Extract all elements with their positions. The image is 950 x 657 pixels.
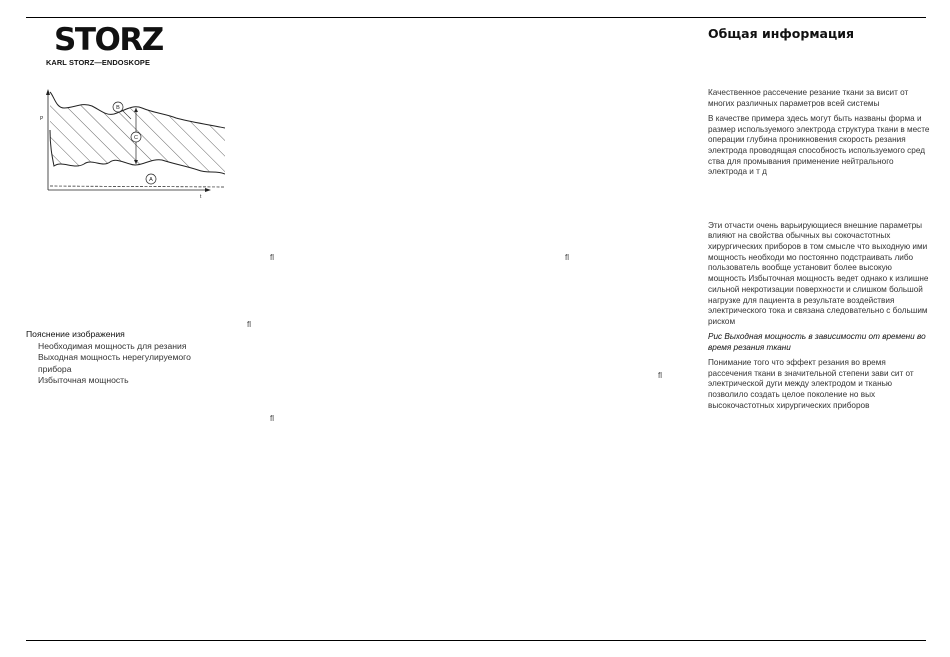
axis-x-label: t (200, 194, 202, 200)
section-title: Общая информация (708, 26, 855, 41)
paragraph: Понимание того что эффект резания во время рассечения ткани в значительной степени зави сит от электрической дуги между электродом и тканью позволило создать целое поколение но вых высокочастотных хирургических приборов (708, 358, 914, 410)
paragraph: Качественное рассечение резание ткани за висит от многих различных параметров всей системы (708, 88, 909, 108)
bottom-rule (26, 640, 926, 641)
x-axis-arrow-icon (205, 188, 211, 192)
stray-mark: ﬂ (270, 414, 274, 423)
paragraph: Эти отчасти очень варьирующиеся внешние параметры влияют на свойства обычных вы сокочастотных хирургических приборов в том смысле что выходную ими мощность необходи мо постоянно подстраивать либо пользователь вообще установит более высокую мощность Избыточная мощность ведет однако к излишне сильной некротизации поверхности и слишком большой нагрузке для пациента в результате воздействия электрического тока и связана следовательно с большим риском (708, 220, 929, 326)
paragraph: В качестве примера здесь могут быть названы форма и размер используемого электрода структура ткани в месте операции глубина проникновения скорость резания электрода проводящая способность используемого сред ства для промывания применение нейтрального электрода и т д (708, 113, 930, 177)
label-c: C (134, 135, 138, 141)
paragraph-spacer (708, 183, 930, 221)
legend-item: Необходимая мощность для резания (38, 340, 187, 351)
logo-wordmark: STORZ (54, 22, 163, 58)
body-text-column (708, 88, 930, 416)
legend-item: прибора (38, 363, 72, 374)
logo-subline: KARL STORZ—ENDOSKOPE (46, 58, 150, 67)
stray-mark: ﬂ (270, 253, 274, 262)
legend-item: Избыточная мощность (38, 375, 129, 386)
figure-caption: Рис Выходная мощность в зависимости от времени во время резания ткани (708, 332, 926, 352)
y-axis-arrow-icon (46, 89, 50, 95)
storz-logo (44, 22, 164, 69)
legend-title: Пояснение изображения (26, 329, 125, 339)
figure-legend (26, 329, 246, 387)
stray-mark: ﬂ (247, 320, 251, 329)
top-rule (26, 17, 926, 18)
baseline-a (50, 186, 225, 187)
label-b: B (116, 105, 120, 111)
stray-mark: ﬂ (658, 371, 662, 380)
legend-item: Выходная мощность нерегулируемого (38, 352, 191, 363)
label-a: A (149, 177, 153, 183)
power-time-figure (30, 86, 225, 201)
stray-mark: ﬂ (565, 253, 569, 262)
axis-y-label: P (40, 116, 44, 122)
